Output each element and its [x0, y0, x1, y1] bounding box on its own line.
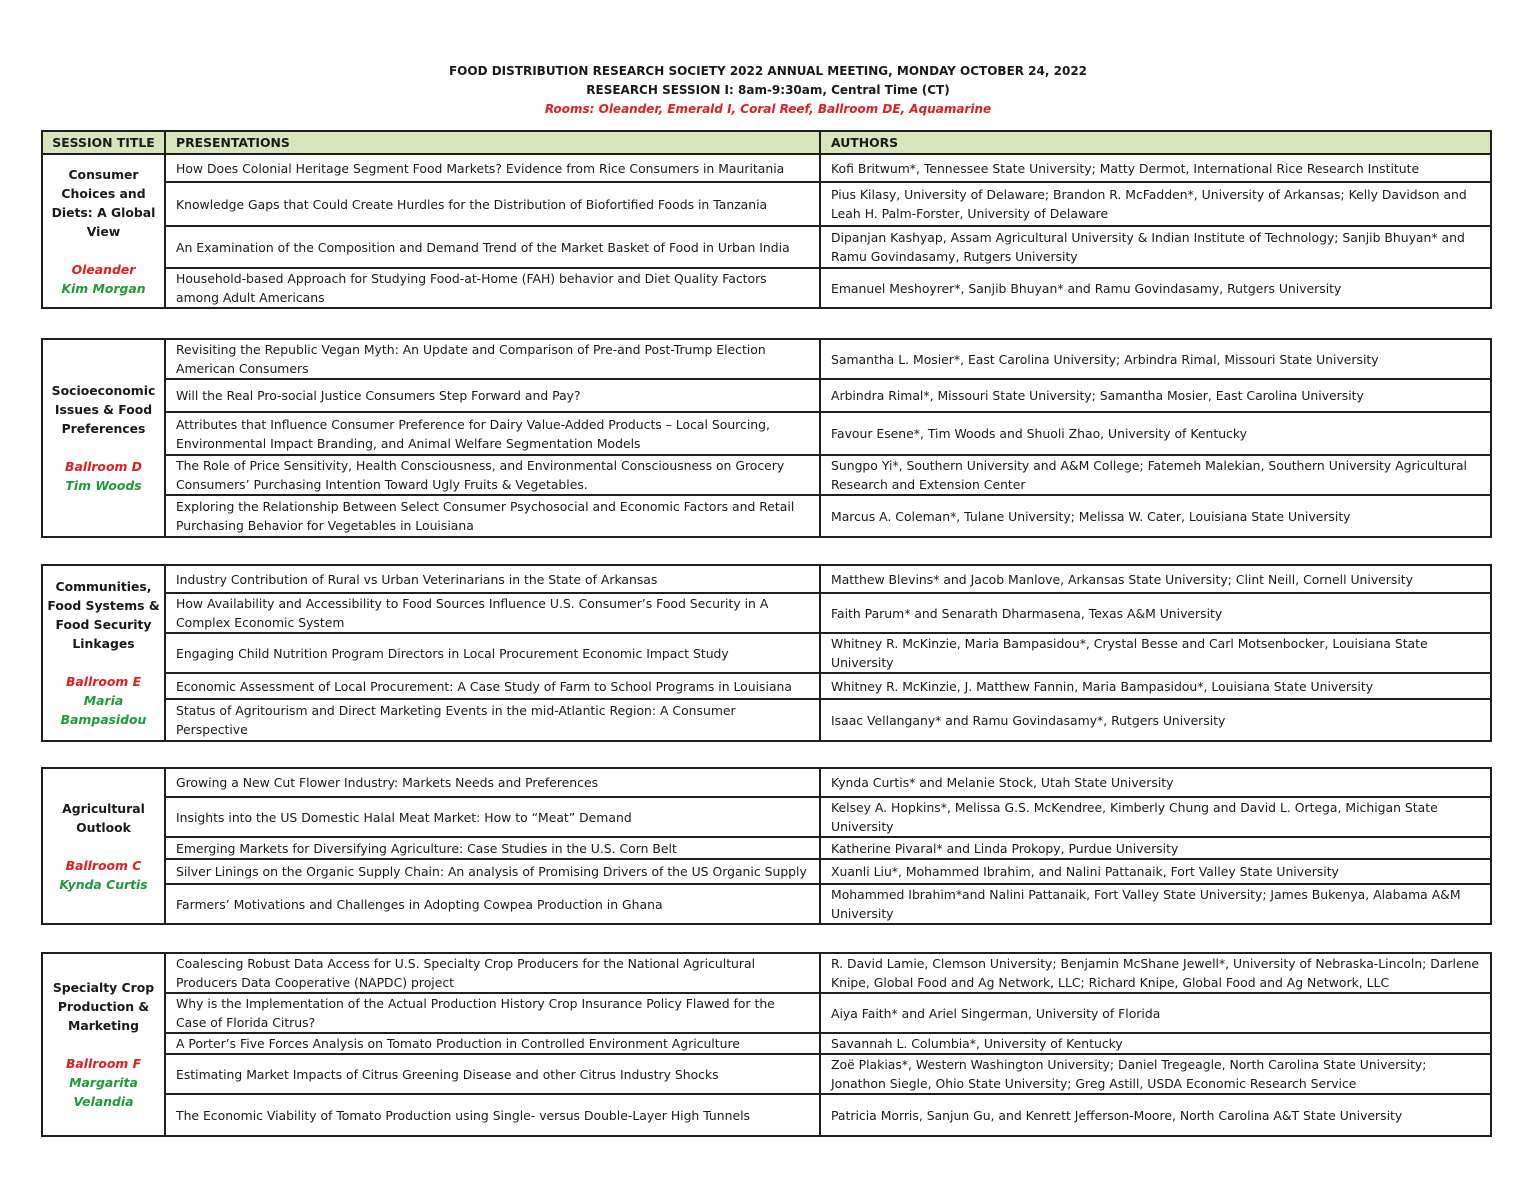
presentation-authors: Faith Parum* and Senarath Dharmasena, Texas A&M University	[820, 593, 1491, 633]
presentation-authors: Patricia Morris, Sanjun Gu, and Kenrett Jefferson-Moore, North Carolina A&T State University	[820, 1094, 1491, 1136]
presentation-authors: Pius Kilasy, University of Delaware; Brandon R. McFadden*, University of Arkansas; Kelly Davidson and Leah H. Palm-Forster, University of Delaware	[820, 182, 1491, 226]
presentation-authors: Emanuel Meshoyrer*, Sanjib Bhuyan* and Ramu Govindasamy, Rutgers University	[820, 268, 1491, 308]
session-title: Communities, Food Systems & Food Security Linkages	[47, 579, 160, 651]
presentation-title: How Availability and Accessibility to Food Sources Influence U.S. Consumer’s Food Security in A Complex Economic System	[165, 593, 820, 633]
table-row	[42, 993, 1491, 1033]
session-room: Ballroom F	[65, 1056, 142, 1071]
presentation-title: Economic Assessment of Local Procurement: A Case Study of Farm to School Programs in Louisiana	[165, 673, 820, 699]
table-row	[42, 226, 1491, 268]
presentation-authors: Kelsey A. Hopkins*, Melissa G.S. McKendree, Kimberly Chung and David L. Ortega, Michigan State University	[820, 797, 1491, 837]
table-row	[42, 495, 1491, 537]
column-header-presentations: PRESENTATIONS	[165, 131, 820, 154]
presentation-authors: Samantha L. Mosier*, East Carolina University; Arbindra Rimal, Missouri State University	[820, 339, 1491, 379]
presentation-title: Status of Agritourism and Direct Marketing Events in the mid-Atlantic Region: A Consumer Perspective	[165, 699, 820, 741]
presentation-title: Engaging Child Nutrition Program Directors in Local Procurement Economic Impact Study	[165, 633, 820, 673]
table-row	[42, 268, 1491, 308]
presentation-title: Emerging Markets for Diversifying Agriculture: Case Studies in the U.S. Corn Belt	[165, 837, 820, 859]
presentation-authors: Sungpo Yi*, Southern University and A&M College; Fatemeh Malekian, Southern University Agricultural Research and Extension Center	[820, 455, 1491, 495]
table-row	[42, 673, 1491, 699]
page-header	[0, 62, 1536, 119]
presentation-title: Attributes that Influence Consumer Preference for Dairy Value-Added Products – Local Sourcing, Environmental Impact Branding, and Animal Welfare Segmentation Models	[165, 412, 820, 455]
presentation-authors: Zoë Plakias*, Western Washington University; Daniel Tregeagle, North Carolina State University; Jonathon Siegle, Ohio State University; Greg Astill, USDA Economic Research Service	[820, 1054, 1491, 1094]
presentation-title: Insights into the US Domestic Halal Meat Market: How to “Meat” Demand	[165, 797, 820, 837]
session-table	[41, 564, 1492, 742]
table-row	[42, 182, 1491, 226]
table-row	[42, 379, 1491, 412]
presentation-authors: Whitney R. McKinzie, Maria Bampasidou*, Crystal Besse and Carl Motsenbocker, Louisiana State University	[820, 633, 1491, 673]
presentation-title: Coalescing Robust Data Access for U.S. Specialty Crop Producers for the National Agricultural Producers Data Cooperative (NAPDC) project	[165, 953, 820, 993]
presentation-title: Industry Contribution of Rural vs Urban Veterinarians in the State of Arkansas	[165, 565, 820, 593]
session-table	[41, 767, 1492, 925]
presentation-title: Farmers’ Motivations and Challenges in Adopting Cowpea Production in Ghana	[165, 884, 820, 924]
session-room: Ballroom D	[65, 459, 142, 474]
presentation-title: Household-based Approach for Studying Food-at-Home (FAH) behavior and Diet Quality Factors among Adult Americans	[165, 268, 820, 308]
page-title: FOOD DISTRIBUTION RESEARCH SOCIETY 2022 ANNUAL MEETING, MONDAY OCTOBER 24, 2022	[448, 64, 1088, 78]
session-title: Agricultural Outlook	[62, 800, 145, 835]
session-chair: Tim Woods	[65, 478, 142, 493]
presentation-authors: R. David Lamie, Clemson University; Benjamin McShane Jewell*, University of Nebraska-Lincoln; Darlene Knipe, Global Food and Ag Network, LLC; Richard Knipe, Global Food and Ag Network, LLC	[820, 953, 1491, 993]
session-room: Oleander	[71, 261, 136, 277]
table-row	[42, 1054, 1491, 1094]
session-chair: Margarita Velandia	[69, 1075, 138, 1109]
table-row	[42, 455, 1491, 495]
presentation-title: Why is the Implementation of the Actual Production History Crop Insurance Policy Flawed for the Case of Florida Citrus?	[165, 993, 820, 1033]
spacer	[46, 1035, 161, 1054]
spacer	[46, 438, 161, 457]
presentation-authors: Isaac Vellangany* and Ramu Govindasamy*, Rutgers University	[820, 699, 1491, 741]
presentation-title: A Porter’s Five Forces Analysis on Tomato Production in Controlled Environment Agriculture	[165, 1033, 820, 1054]
table-row	[42, 884, 1491, 924]
session-title: Specialty Crop Production & Marketing	[52, 980, 155, 1033]
presentation-title: The Economic Viability of Tomato Production using Single- versus Double-Layer High Tunnels	[165, 1094, 820, 1136]
table-row	[42, 768, 1491, 797]
spacer	[46, 653, 161, 672]
table-row	[42, 1094, 1491, 1136]
session-table	[41, 130, 1492, 309]
presentation-authors: Matthew Blevins* and Jacob Manlove, Arkansas State University; Clint Neill, Cornell University	[820, 565, 1491, 593]
session-table	[41, 952, 1492, 1137]
presentation-authors: Arbindra Rimal*, Missouri State University; Samantha Mosier, East Carolina University	[820, 379, 1491, 412]
presentation-title: Growing a New Cut Flower Industry: Markets Needs and Preferences	[165, 768, 820, 797]
presentation-authors: Kynda Curtis* and Melanie Stock, Utah State University	[820, 768, 1491, 797]
table-row	[42, 699, 1491, 741]
session-title-cell	[42, 339, 165, 537]
table-row	[42, 339, 1491, 379]
table-row	[42, 859, 1491, 884]
presentation-title: Silver Linings on the Organic Supply Chain: An analysis of Promising Drivers of the US Organic Supply	[165, 859, 820, 884]
rooms-line: Rooms: Oleander, Emerald I, Coral Reef, Ballroom DE, Aquamarine	[544, 102, 992, 116]
spacer	[46, 241, 161, 260]
session-room: Ballroom C	[65, 857, 142, 873]
table-row	[42, 1033, 1491, 1054]
presentation-title: Exploring the Relationship Between Select Consumer Psychosocial and Economic Factors and Retail Purchasing Behavior for Vegetables in Louisiana	[165, 495, 820, 537]
session-chair: Maria Bampasidou	[60, 693, 147, 727]
presentation-title: The Role of Price Sensitivity, Health Consciousness, and Environmental Consciousness on Grocery Consumers’ Purchasing Intention Toward Ugly Fruits & Vegetables.	[165, 455, 820, 495]
presentation-title: Knowledge Gaps that Could Create Hurdles for the Distribution of Biofortified Foods in Tanzania	[165, 182, 820, 226]
presentation-authors: Aiya Faith* and Ariel Singerman, University of Florida	[820, 993, 1491, 1033]
table-row	[42, 953, 1491, 993]
session-title: Socioeconomic Issues & Food Preferences	[51, 383, 156, 436]
table-row	[42, 837, 1491, 859]
column-header-session-title: SESSION TITLE	[42, 131, 165, 154]
spacer	[46, 837, 161, 856]
session-title: Consumer Choices and Diets: A Global View	[51, 166, 156, 239]
table-row	[42, 154, 1491, 182]
session-chair: Kynda Curtis	[59, 876, 148, 892]
presentation-authors: Kofi Britwum*, Tennessee State University; Matty Dermot, International Rice Research Institute	[820, 154, 1491, 182]
session-time: RESEARCH SESSION I: 8am-9:30am, Central Time (CT)	[586, 83, 950, 97]
presentation-title: How Does Colonial Heritage Segment Food Markets? Evidence from Rice Consumers in Mauritania	[165, 154, 820, 182]
presentation-title: Revisiting the Republic Vegan Myth: An Update and Comparison of Pre-and Post-Trump Election American Consumers	[165, 339, 820, 379]
session-title-cell	[42, 154, 165, 308]
session-title-cell	[42, 565, 165, 741]
session-title-cell	[42, 768, 165, 924]
presentation-authors: Mohammed Ibrahim*and Nalini Pattanaik, Fort Valley State University; James Bukenya, Alabama A&M University	[820, 884, 1491, 924]
table-row	[42, 412, 1491, 455]
column-header-authors: AUTHORS	[820, 131, 1491, 154]
presentation-title: Will the Real Pro-social Justice Consumers Step Forward and Pay?	[165, 379, 820, 412]
table-row	[42, 565, 1491, 593]
table-row	[42, 797, 1491, 837]
presentation-authors: Savannah L. Columbia*, University of Kentucky	[820, 1033, 1491, 1054]
presentation-title: An Examination of the Composition and Demand Trend of the Market Basket of Food in Urban India	[165, 226, 820, 268]
presentation-authors: Favour Esene*, Tim Woods and Shuoli Zhao, University of Kentucky	[820, 412, 1491, 455]
presentation-authors: Marcus A. Coleman*, Tulane University; Melissa W. Cater, Louisiana State University	[820, 495, 1491, 537]
session-table	[41, 338, 1492, 538]
presentation-authors: Whitney R. McKinzie, J. Matthew Fannin, Maria Bampasidou*, Louisiana State University	[820, 673, 1491, 699]
session-title-cell	[42, 953, 165, 1136]
table-row	[42, 593, 1491, 633]
presentation-authors: Katherine Pivaral* and Linda Prokopy, Purdue University	[820, 837, 1491, 859]
table-row	[42, 633, 1491, 673]
session-room: Ballroom E	[65, 674, 142, 689]
presentation-authors: Dipanjan Kashyap, Assam Agricultural University & Indian Institute of Technology; Sanjib Bhuyan* and Ramu Govindasamy, Rutgers University	[820, 226, 1491, 268]
presentation-authors: Xuanli Liu*, Mohammed Ibrahim, and Nalini Pattanaik, Fort Valley State University	[820, 859, 1491, 884]
session-chair: Kim Morgan	[61, 280, 146, 296]
presentation-title: Estimating Market Impacts of Citrus Greening Disease and other Citrus Industry Shocks	[165, 1054, 820, 1094]
column-header-row	[42, 131, 1491, 154]
